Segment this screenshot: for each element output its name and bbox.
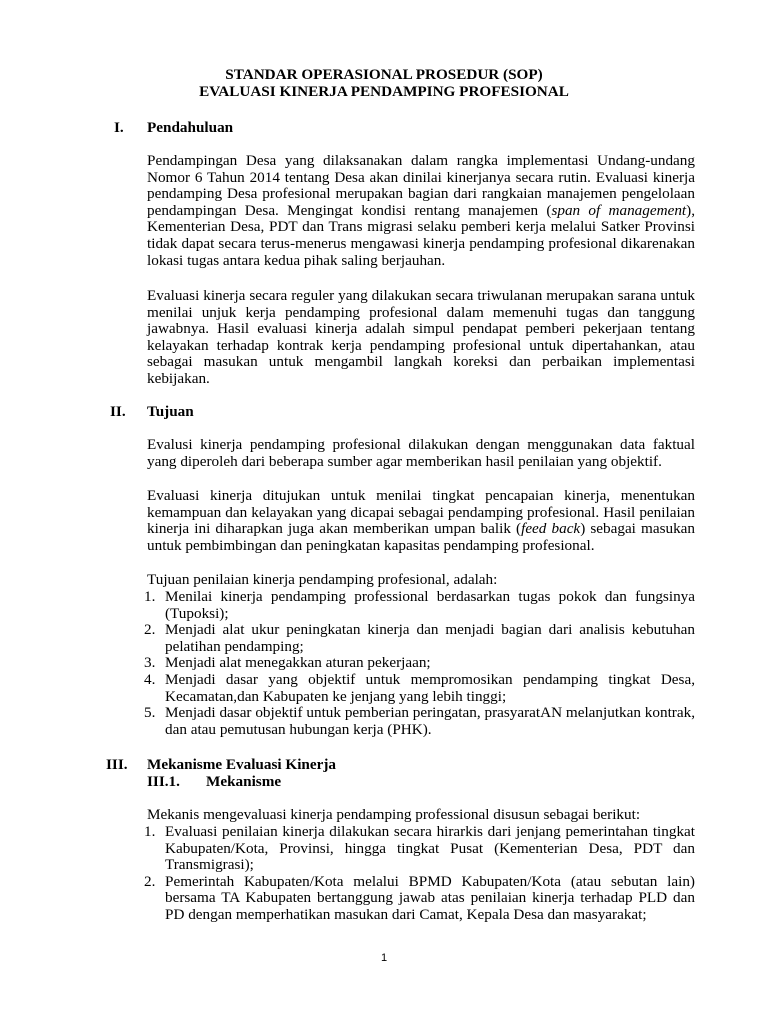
- list-number: 3.: [144, 654, 156, 672]
- list-item: [144, 621, 695, 655]
- paragraph-text: Pendampingan Desa yang dilaksanakan dalam rangka implementasi Undang-undang Nomor 6 Tahun 2014 tentang Desa akan dinilai kinerjanya secara rutin. Evaluasi kinerja pendamping Desa profesional merupakan bagian dari rangkaian manajemen pengelolaan pendampingan Desa. Mengingat kondisi rentang manajemen (: [147, 152, 695, 219]
- list-intro: Tujuan penilaian kinerja pendamping profesional, adalah:: [147, 571, 498, 588]
- section-heading: Tujuan: [147, 403, 194, 420]
- subsection-heading: Mekanisme: [206, 773, 282, 790]
- list-text: Evaluasi penilaian kinerja dilakukan secara hirarkis dari jenjang pemerintahan tingkat Kabupaten/Kota, Provinsi, hingga tingkat Pusat (Kementerian Desa, PDT dan Transmigrasi);: [165, 823, 695, 874]
- list-intro: Mekanis mengevaluasi kinerja pendamping professional disusun sebagai berikut:: [147, 806, 641, 823]
- list-number: 1.: [144, 588, 156, 605]
- list-item: [144, 588, 695, 622]
- page-number: 1: [380, 952, 388, 964]
- list-item: [144, 872, 695, 924]
- section-heading: Pendahuluan: [147, 119, 234, 136]
- paragraph-text: ) sebagai masukan untuk pembimbingan dan peningkatan kapasitas pendamping profesional.: [147, 520, 696, 554]
- document-title: STANDAR OPERASIONAL PROSEDUR (SOP): [225, 66, 543, 83]
- list-number: 2.: [144, 621, 156, 639]
- list-number: 4.: [144, 670, 156, 688]
- section-number: II.: [110, 403, 126, 420]
- subsection-number: III.1.: [147, 773, 180, 790]
- list-text: Menjadi dasar yang objektif untuk mempromosikan pendamping tingkat Desa, Kecamatan,dan Kabupaten ke jenjang yang lebih tinggi;: [165, 670, 695, 705]
- paragraph: Evaluasi kinerja secara reguler yang dilakukan secara triwulanan merupakan sarana untuk menilai unjuk kerja pendamping profesional dalam memenuhi tugas dan tanggung jawabnya. Hasil evaluasi kinerja adalah simpul pendapat pemberi pekerjaan tentang kelayakan terhadap kontrak kerja pendamping profesional untuk dipertahankan, atau sebagai masukan untuk mengambil langkah koreksi dan perbaikan implementasi kebijakan.: [147, 287, 695, 387]
- section-heading: Mekanisme Evaluasi Kinerja: [147, 756, 336, 773]
- italic-term: feed back: [521, 520, 581, 538]
- list-text: Menjadi alat menegakkan aturan pekerjaan;: [165, 654, 431, 672]
- list-text: Menilai kinerja pendamping professional berdasarkan tugas pokok dan fungsinya (Tupoksi);: [165, 588, 695, 622]
- paragraph: [147, 153, 695, 269]
- list-item: [144, 704, 695, 738]
- document-subtitle: EVALUASI KINERJA PENDAMPING PROFESIONAL: [199, 83, 569, 100]
- section-number: I.: [114, 119, 124, 136]
- list-item: [144, 654, 695, 672]
- mechanism-list: [144, 823, 695, 924]
- objectives-list: [144, 588, 695, 738]
- list-item: [144, 823, 695, 874]
- list-text: Menjadi alat ukur peningkatan kinerja dan menjadi bagian dari analisis kebutuhan pelatihan pendamping;: [165, 621, 695, 655]
- list-number: 2.: [144, 872, 156, 890]
- italic-term: span of management: [551, 201, 687, 219]
- list-text: Menjadi dasar objektif untuk pemberian peringatan, prasyaratAN melanjutkan kontrak, dan atau pemutusan hubungan kerja (PHK).: [165, 704, 695, 738]
- list-number: 1.: [144, 823, 156, 840]
- paragraph: [147, 488, 695, 554]
- list-text: Pemerintah Kabupaten/Kota melalui BPMD Kabupaten/Kota (atau sebutan lain) bersama TA Kabupaten bertanggung jawab atas penilaian kinerja terhadap PLD dan PD dengan memperhatikan masukan dari Camat, Kepala Desa dan masyarakat;: [165, 872, 695, 923]
- list-item: [144, 670, 695, 705]
- section-number: III.: [106, 756, 128, 773]
- paragraph-text: Evaluasi kinerja ditujukan untuk menilai tingkat pencapaian kinerja, menentukan kemampuan dan kelayakan yang dicapai sebagai pendamping profesional. Hasil penilaian kinerja ini diharapkan juga akan memberikan umpan balik (: [147, 487, 695, 538]
- paragraph-text: ), Kementerian Desa, PDT dan Trans migrasi selaku pemberi kerja melalui Satker Provinsi tidak dapat secara terus-menerus mengawasi kinerja pendamping profesional dikarenakan lokasi tugas antara kedua pihak saling berjauhan.: [147, 201, 695, 269]
- paragraph: Evalusi kinerja pendamping profesional dilakukan dengan menggunakan data faktual yang diperoleh dari beberapa sumber agar memberikan hasil penilaian yang objektif.: [147, 436, 695, 470]
- list-number: 5.: [144, 704, 156, 722]
